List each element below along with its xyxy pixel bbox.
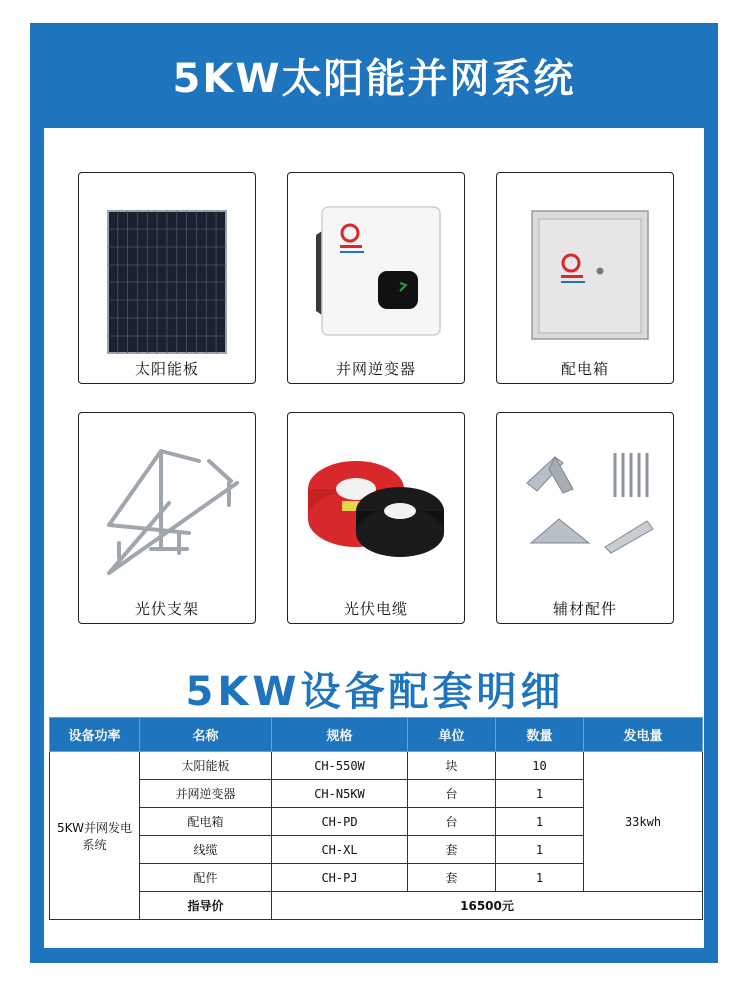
table-header: 设备功率: [50, 718, 140, 752]
distribution-box-image: [497, 173, 675, 363]
name-cell: 配电箱: [140, 808, 272, 836]
name-cell: 配件: [140, 864, 272, 892]
power-cell-line: 5KW并网发电: [57, 820, 132, 835]
product-label: 配电箱: [560, 360, 609, 378]
qty-cell: 1: [496, 808, 584, 836]
qty-cell: 1: [496, 864, 584, 892]
table-header: 数量: [496, 718, 584, 752]
table-header: 规格: [272, 718, 408, 752]
solar-panel-image: [79, 173, 257, 363]
product-label: 并网逆变器: [335, 360, 416, 378]
spec-cell: CH-550W: [272, 752, 408, 780]
table-header-row: [50, 718, 703, 752]
accessories-image: [497, 413, 675, 603]
qty-cell: 1: [496, 836, 584, 864]
price-label: 指导价: [140, 892, 272, 920]
price-row: [50, 892, 703, 920]
qty-cell: 10: [496, 752, 584, 780]
output-cell: 33kwh: [584, 752, 703, 892]
price-value: 16500元: [272, 892, 703, 920]
product-card-pv-bracket: [78, 412, 256, 624]
table-header: 发电量: [584, 718, 703, 752]
product-card-inverter: [287, 172, 465, 384]
inverter-image: [288, 173, 466, 363]
unit-cell: 套: [408, 836, 496, 864]
name-cell: 线缆: [140, 836, 272, 864]
product-card-accessories: [496, 412, 674, 624]
name-cell: 并网逆变器: [140, 780, 272, 808]
product-card-pv-cable: [287, 412, 465, 624]
product-label: 光伏电缆: [343, 600, 408, 618]
name-cell: 太阳能板: [140, 752, 272, 780]
spec-cell: CH-PD: [272, 808, 408, 836]
product-label: 辅材配件: [552, 600, 617, 618]
spec-cell: CH-N5KW: [272, 780, 408, 808]
power-cell-line: 系统: [82, 837, 107, 852]
spec-cell: CH-PJ: [272, 864, 408, 892]
pv-cable-image: [288, 413, 466, 603]
table-row: [50, 752, 703, 780]
power-cell: [50, 752, 140, 920]
pv-bracket-image: [79, 413, 257, 603]
unit-cell: 台: [408, 780, 496, 808]
page-title: 5KW太阳能并网系统: [172, 56, 576, 102]
spec-table: [49, 717, 703, 920]
product-card-solar-panel: [78, 172, 256, 384]
table-header: 名称: [140, 718, 272, 752]
product-card-distribution-box: [496, 172, 674, 384]
qty-cell: 1: [496, 780, 584, 808]
table-header: 单位: [408, 718, 496, 752]
section-title: 5KW设备配套明细: [185, 669, 565, 715]
product-label: 光伏支架: [134, 600, 199, 618]
unit-cell: 套: [408, 864, 496, 892]
unit-cell: 台: [408, 808, 496, 836]
spec-cell: CH-XL: [272, 836, 408, 864]
product-label: 太阳能板: [134, 360, 199, 378]
unit-cell: 块: [408, 752, 496, 780]
